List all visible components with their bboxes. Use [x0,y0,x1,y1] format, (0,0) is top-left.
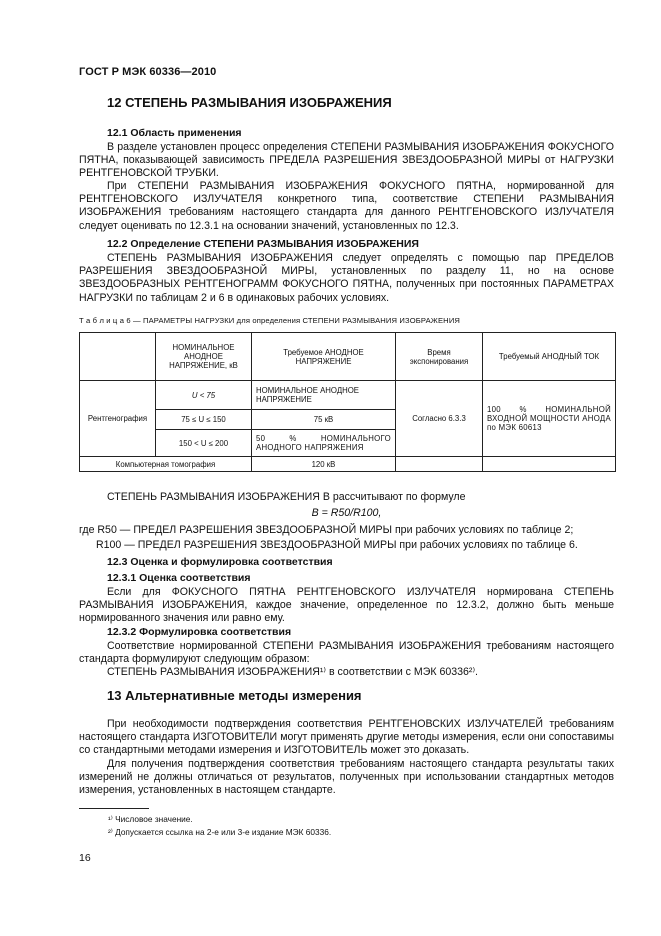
section-12-3-title: 12.3 Оценка и формулировка соответствия [107,556,333,568]
section-12-1-para-1: В разделе установлен процесс определения СТЕПЕНИ РАЗМЫВАНИЯ ИЗОБРАЖЕНИЯ ФОКУСНОГО ПЯТНА, показывающей зависимость ПРЕДЕЛА РАЗРЕШЕНИЯ ЗВЕЗДООБРАЗНОЙ МИРЫ от НАГРУЗКИ РЕНТГЕНОВСКОЙ ТРУБКИ. [79,141,614,180]
section-12-3-1-title: 12.3.1 Оценка соответствия [107,572,251,584]
header-nominal-voltage: НОМИНАЛЬНОЕ АНОДНОЕ НАПРЯЖЕНИЕ, кВ [156,333,252,381]
header-required-voltage: Требуемое АНОДНОЕ НАПРЯЖЕНИЕ [252,333,396,381]
section-13-para-2: Для получения подтверждения соответствия требованиям настоящего стандарта результаты таких измерений не должны отличаться от результатов, полученных при использовании стандартных методов измерения, установленных в настоящем стандарте. [79,758,614,797]
table-row [80,457,616,472]
cell-required-voltage-3: 50 % НОМИНАЛЬНОГО АНОДНОГО НАПРЯЖЕНИЯ [252,430,396,457]
cell-voltage-range-3: 150 < U ≤ 200 [156,430,252,457]
table-header-row [80,333,616,381]
section-12-1-para-2: При СТЕПЕНИ РАЗМЫВАНИЯ ИЗОБРАЖЕНИЯ ФОКУСНОГО ПЯТНА, нормированной для РЕНТГЕНОВСКОГО ИЗЛУЧАТЕЛЯ конкретного типа, соответствие СТЕПЕНИ РАЗМЫВАНИЯ ИЗОБРАЖЕНИЯ требованиям настоящего стандарта для данного РЕНТГЕНОВСКОГО ИЗЛУЧАТЕЛЯ следует оценивать по 12.3.1 на основании значений, установленных по 12.3. [79,180,614,232]
section-13-title: 13 Альтернативные методы измерения [107,688,362,703]
cell-exposure: Согласно 6.3.3 [396,381,483,457]
cell-anode-current: 100 % НОМИНАЛЬНОЙ ВХОДНОЙ МОЩНОСТИ АНОДА по МЭК 60613 [483,381,616,457]
cell-required-voltage-1: НОМИНАЛЬНОЕ АНОДНОЕ НАПРЯЖЕНИЕ [252,381,396,410]
cell-ct-exposure [396,457,483,472]
section-12-title: 12 СТЕПЕНЬ РАЗМЫВАНИЯ ИЗОБРАЖЕНИЯ [107,95,392,110]
conformity-statement: СТЕПЕНЬ РАЗМЫВАНИЯ ИЗОБРАЖЕНИЯ¹⁾ в соответствии с МЭК 60336²⁾. [107,666,479,678]
cell-voltage-range-2: 75 ≤ U ≤ 150 [156,410,252,430]
cell-required-voltage-2: 75 кВ [252,410,396,430]
footnote-2: ²⁾ Допускается ссылка на 2-е или 3-е издание МЭК 60336. [108,827,332,837]
page-number: 16 [79,852,91,864]
row-label-ct: Компьютерная томография [80,457,252,472]
section-12-3-2-title: 12.3.2 Формулировка соответствия [107,626,292,638]
section-13-para-1: При необходимости подтверждения соответствия РЕНТГЕНОВСКИХ ИЗЛУЧАТЕЛЕЙ требованиям настоящего стандарта ИЗГОТОВИТЕЛИ могут применять другие методы измерения, если они сопоставимы со стандартными методами измерения и ИЗГОТОВИТЕЛЬ может это доказать. [79,718,614,757]
section-12-3-2-para: Соответствие нормированной СТЕПЕНИ РАЗМЫВАНИЯ ИЗОБРАЖЕНИЯ требованиям настоящего стандарта формулируют следующим образом: [79,640,614,666]
cell-ct-voltage: 120 кВ [252,457,396,472]
header-empty [80,333,156,381]
section-12-3-1-para: Если для ФОКУСНОГО ПЯТНА РЕНТГЕНОВСКОГО ИЗЛУЧАТЕЛЯ нормирована СТЕПЕНЬ РАЗМЫВАНИЯ ИЗОБРАЖЕНИЯ, каждое значение, определенное по 12.3.2, должно быть меньше нормированного значения или равно ему. [79,586,614,625]
formula-intro: СТЕПЕНЬ РАЗМЫВАНИЯ ИЗОБРАЖЕНИЯ B рассчитывают по формуле [107,491,466,503]
footnote-1: ¹⁾ Числовое значение. [108,814,193,824]
formula: B = R50/R100, [311,507,382,519]
cell-voltage-range-1: U < 75 [156,381,252,410]
footnote-divider [79,808,149,809]
formula-where-1: где R50 — ПРЕДЕЛ РАЗРЕШЕНИЯ ЗВЕЗДООБРАЗНОЙ МИРЫ при рабочих условиях по таблице 2; [79,524,574,536]
table-row [80,381,616,410]
document-header: ГОСТ Р МЭК 60336—2010 [79,66,217,78]
table-6-caption: Т а б л и ц а 6 — ПАРАМЕТРЫ НАГРУЗКИ для определения СТЕПЕНИ РАЗМЫВАНИЯ ИЗОБРАЖЕНИЯ [79,316,461,325]
row-label-radiography: Рентгенография [80,381,156,457]
header-exposure-time: Время экспонирования [396,333,483,381]
section-12-1-title: 12.1 Область применения [107,127,242,139]
cell-ct-current [483,457,616,472]
formula-where-2: R100 — ПРЕДЕЛ РАЗРЕШЕНИЯ ЗВЕЗДООБРАЗНОЙ МИРЫ при рабочих условиях по таблице 6. [96,539,578,551]
section-12-2-para-1: СТЕПЕНЬ РАЗМЫВАНИЯ ИЗОБРАЖЕНИЯ следует определять с помощью пар ПРЕДЕЛОВ РАЗРЕШЕНИЯ ЗВЕЗДООБРАЗНОЙ МИРЫ, установленных по разделу 11, но на основе ЗВЕЗДООБРАЗНЫХ РЕНТГЕНОГРАММ ФОКУСНОГО ПЯТНА, полученных при постоянных ПАРАМЕТРАХ НАГРУЗКИ по таблицам 2 и 6 в одинаковых рабочих условиях. [79,252,614,304]
header-required-current: Требуемый АНОДНЫЙ ТОК [483,333,616,381]
table-6 [79,332,616,472]
section-12-2-title: 12.2 Определение СТЕПЕНИ РАЗМЫВАНИЯ ИЗОБРАЖЕНИЯ [107,238,419,250]
